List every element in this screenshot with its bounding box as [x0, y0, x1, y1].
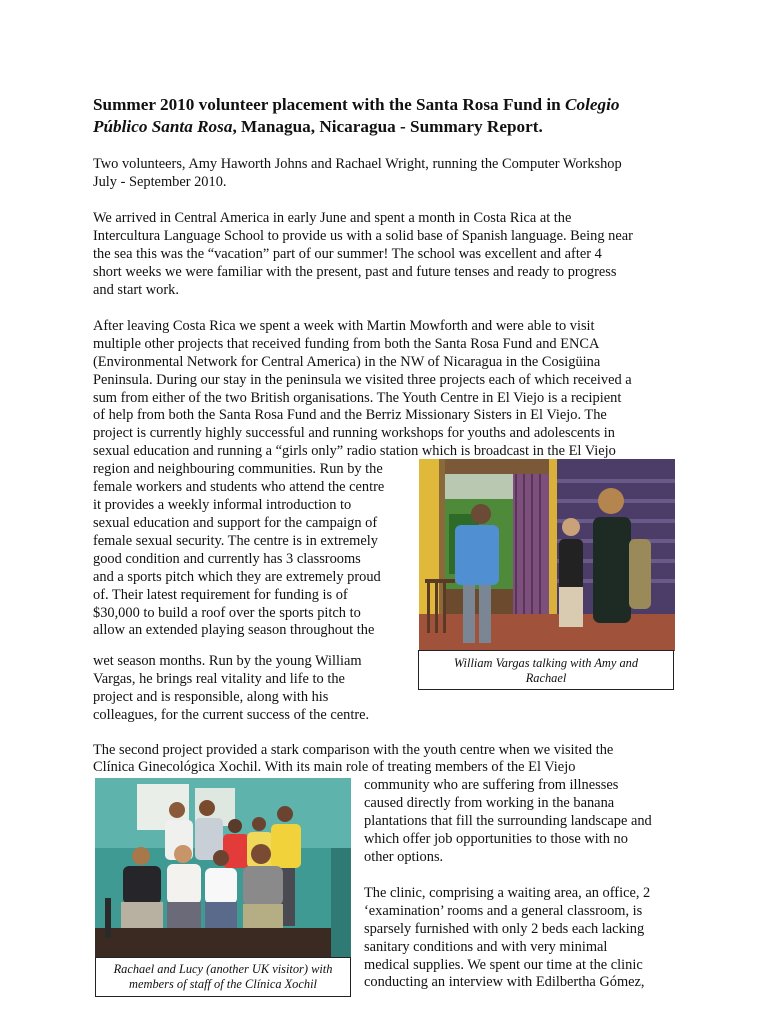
photo-caption-youth-centre [418, 650, 674, 690]
para-line: and start work. [93, 282, 179, 298]
para-line: Clínica Ginecológica Xochil. With its main role of treating members of the El Viejo [93, 759, 576, 775]
para-line: medical supplies. We spent our time at the clinic [364, 957, 643, 973]
title-italic: Colegio [565, 95, 620, 114]
para-line: sexual education and running a “girls only” radio station which is broadcast in the El Viejo [93, 443, 616, 459]
para-line: good condition and currently has 3 classrooms [93, 551, 361, 567]
para-line: ‘examination’ rooms and a general classroom, is [364, 903, 643, 919]
photo-caption-clinic [95, 957, 351, 997]
report-title-line-2 [93, 116, 543, 138]
para-line: We arrived in Central America in early June and spent a month in Costa Rica at the [93, 210, 572, 226]
para-line: wet season months. Run by the young William [93, 653, 362, 669]
photo-youth-centre-image [419, 459, 675, 651]
para-line: colleagues, for the current success of the centre. [93, 707, 370, 723]
caption-line: Rachael [525, 671, 567, 685]
para-line: project is currently highly successful and running workshops for youths and adolescents in [93, 425, 615, 441]
intro-line: Two volunteers, Amy Haworth Johns and Rachael Wright, running the Computer Workshop [93, 156, 622, 172]
para-line: allow an extended playing season throughout the [93, 622, 375, 638]
para-line: and a sports pitch which they are extremely proud [93, 569, 381, 585]
photo-youth-centre-balcony [419, 459, 675, 651]
caption-line: members of staff of the Clínica Xochil [129, 977, 317, 991]
para-line: sum from either of the two British organisations. The Youth Centre in El Viejo is a recipient [93, 390, 622, 406]
para-line: The clinic, comprising a waiting area, an office, 2 [364, 885, 651, 901]
para-line: Vargas, he brings real vitality and life to the [93, 671, 345, 687]
para-line: sexual education and support for the campaign of [93, 515, 378, 531]
title-text: , Managua, Nicaragua - Summary Report. [232, 117, 543, 136]
para-line: it provides a weekly informal introduction to [93, 497, 352, 513]
title-italic: Público Santa Rosa [93, 117, 233, 136]
para-line: sparsely furnished with only 2 beds each lacking [364, 921, 645, 937]
para-line: other options. [364, 849, 444, 865]
para-line: The second project provided a stark comparison with the youth centre when we visited the [93, 742, 614, 758]
para-line: which offer job opportunities to those with no [364, 831, 628, 847]
para-line: short weeks we were familiar with the present, past and future tenses and ready to progress [93, 264, 617, 280]
para-line: Peninsula. During our stay in the peninsula we visited three projects each of which received a [93, 372, 632, 388]
para-line: the sea this was the “vacation” part of our summer! The school was excellent and after 4 [93, 246, 602, 262]
caption-line: William Vargas talking with Amy and [453, 656, 639, 670]
para-line: sanitary conditions and with very minimal [364, 939, 608, 955]
para-line: project and is responsible, along with his [93, 689, 329, 705]
caption-line: Rachael and Lucy (another UK visitor) with [113, 962, 333, 976]
intro-line: July - September 2010. [93, 174, 227, 190]
para-line: female sexual security. The centre is in extremely [93, 533, 378, 549]
para-line: plantations that fill the surrounding landscape and [364, 813, 652, 829]
photo-clinic-staff-image [95, 778, 351, 958]
para-line: Intercultura Language School to provide us with a solid base of Spanish language. Being near [93, 228, 633, 244]
para-line: female workers and students who attend the centre [93, 479, 385, 495]
title-text: Summer 2010 volunteer placement with the Santa Rosa Fund in [93, 95, 566, 114]
report-title-line-1 [93, 94, 619, 116]
para-line: conducting an interview with Edilbertha Gómez, [364, 974, 645, 990]
para-line: caused directly from working in the banana [364, 795, 615, 811]
para-line: region and neighbouring communities. Run by the [93, 461, 383, 477]
para-line: community who are suffering from illnesses [364, 777, 619, 793]
para-line: (Environmental Network for Central America) in the NW of Nicaragua in the Cosigüina [93, 354, 601, 370]
para-line: $30,000 to build a roof over the sports pitch to [93, 605, 361, 621]
para-line: After leaving Costa Rica we spent a week with Martin Mowforth and were able to visit [93, 318, 595, 334]
para-line: of. Their latest requirement for funding is of [93, 587, 348, 603]
photo-clinic-staff [95, 778, 351, 958]
para-line: multiple other projects that received funding from both the Santa Rosa Fund and ENCA [93, 336, 600, 352]
para-line: of help from both the Santa Rosa Fund and the Berriz Missionary Sisters in El Viejo. The [93, 407, 607, 423]
